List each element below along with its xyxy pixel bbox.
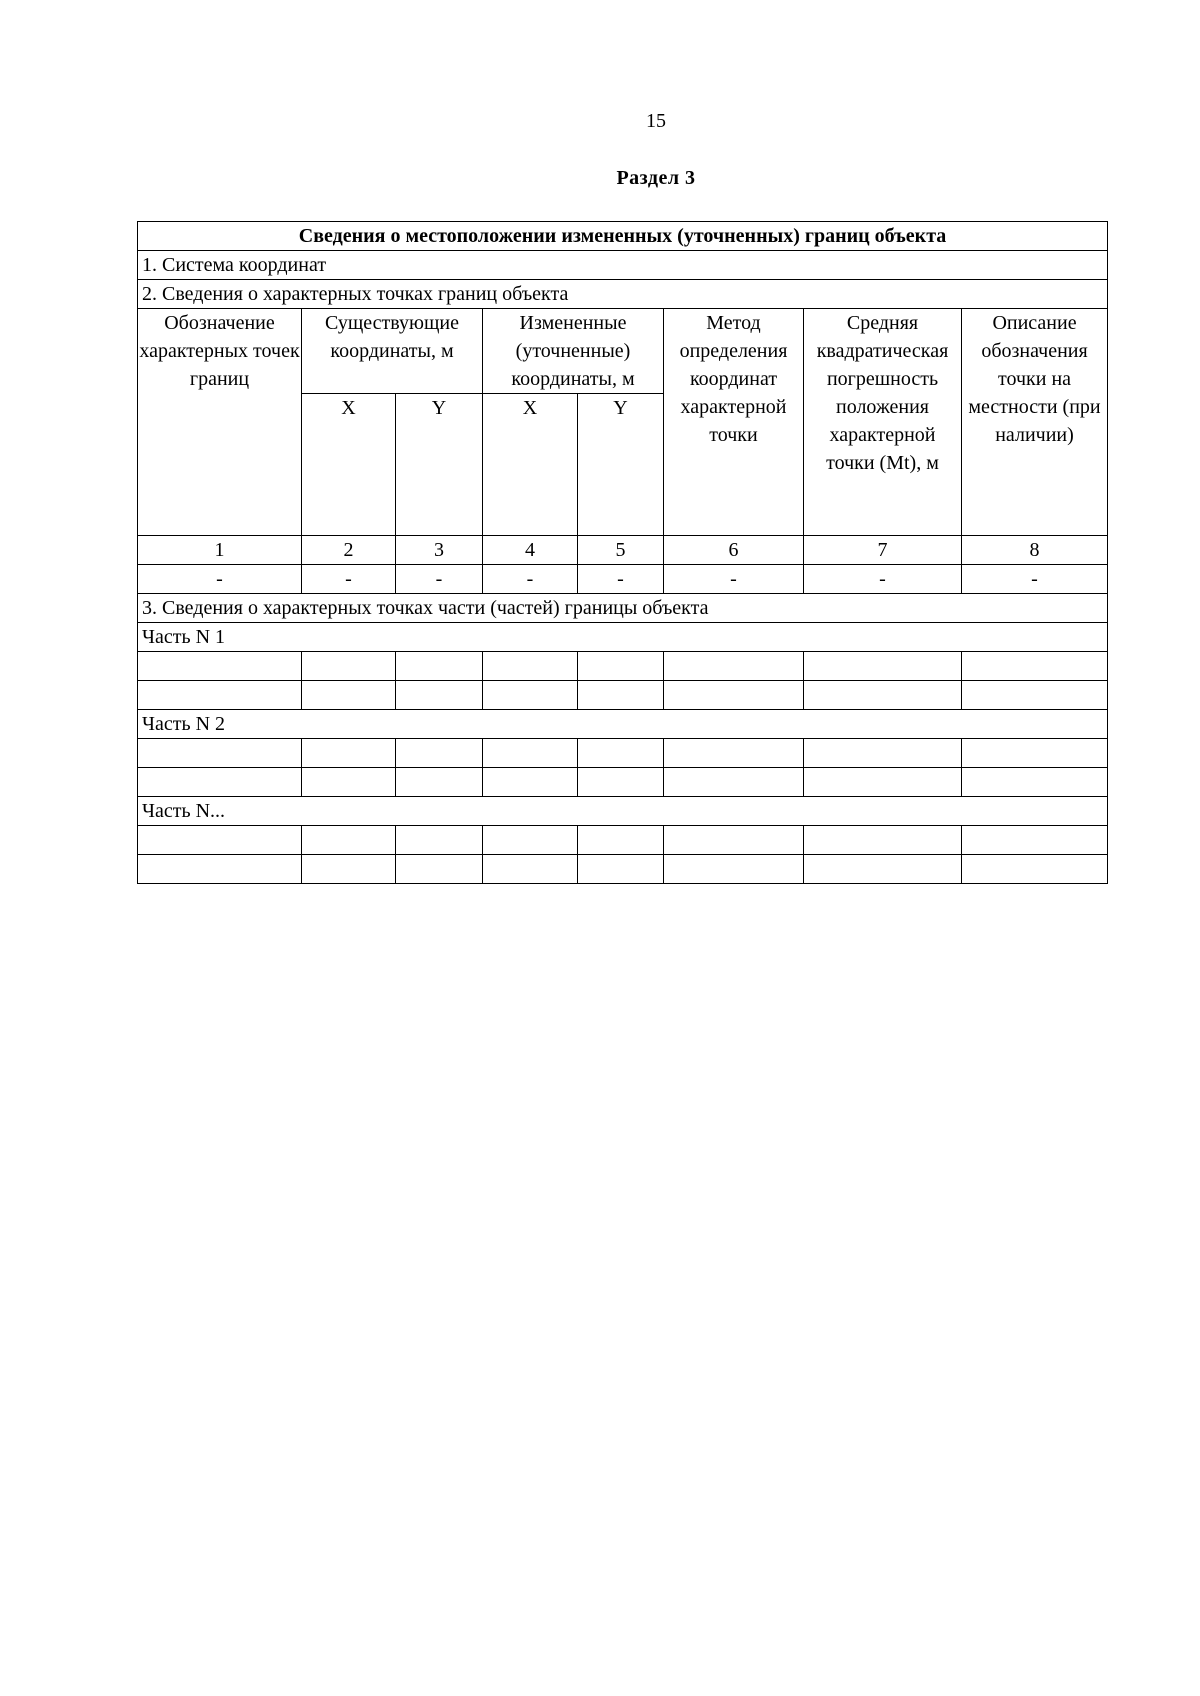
part-label: Часть N 2: [138, 710, 1108, 739]
empty-cell: [302, 652, 396, 681]
dash-cell: -: [962, 565, 1108, 594]
empty-cell: [962, 681, 1108, 710]
empty-cell: [962, 652, 1108, 681]
empty-cell: [483, 768, 578, 797]
table-title: Сведения о местоположении измененных (уточненных) границ объекта: [138, 222, 1108, 251]
empty-cell: [138, 855, 302, 884]
empty-cell: [804, 652, 962, 681]
dash-cell: -: [138, 565, 302, 594]
header-changed-coordinates: Измененные (уточненные) координаты, м: [483, 309, 664, 394]
column-number-row: [138, 536, 1108, 565]
empty-cell: [664, 826, 804, 855]
header-point-description: Описание обозначения точки на местности (при наличии): [962, 309, 1108, 536]
empty-cell: [396, 855, 483, 884]
empty-cell: [302, 855, 396, 884]
empty-cell: [483, 652, 578, 681]
dash-cell: -: [483, 565, 578, 594]
row-characteristic-points: 2. Сведения о характерных точках границ объекта: [138, 280, 1108, 309]
header-method: Метод определения координат характерной точки: [664, 309, 804, 536]
page-number: 15: [646, 110, 666, 132]
empty-cell: [138, 681, 302, 710]
empty-cell: [664, 739, 804, 768]
column-number: 5: [578, 536, 664, 565]
empty-cell: [664, 768, 804, 797]
empty-cell: [962, 855, 1108, 884]
dash-cell: -: [664, 565, 804, 594]
dash-cell: -: [302, 565, 396, 594]
empty-cell: [396, 768, 483, 797]
row-coordinate-system: 1. Система координат: [138, 251, 1108, 280]
empty-cell: [664, 681, 804, 710]
empty-cell: [483, 681, 578, 710]
header-x-changed: X: [483, 394, 578, 536]
section-title: Раздел 3: [616, 167, 696, 189]
header-existing-coordinates: Существующие координаты, м: [302, 309, 483, 394]
dash-cell: -: [804, 565, 962, 594]
column-number: 6: [664, 536, 804, 565]
table-row: [138, 826, 1108, 855]
column-number: 7: [804, 536, 962, 565]
empty-cell: [302, 681, 396, 710]
empty-cell: [962, 826, 1108, 855]
table-row: [138, 768, 1108, 797]
header-y-changed: Y: [578, 394, 664, 536]
empty-cell: [804, 739, 962, 768]
empty-cell: [962, 739, 1108, 768]
column-number: 3: [396, 536, 483, 565]
empty-cell: [578, 826, 664, 855]
empty-cell: [396, 652, 483, 681]
empty-cell: [302, 826, 396, 855]
empty-cell: [664, 652, 804, 681]
empty-cell: [578, 681, 664, 710]
table-row: [138, 855, 1108, 884]
column-number: 8: [962, 536, 1108, 565]
part-label: Часть N 1: [138, 623, 1108, 652]
empty-cell: [578, 768, 664, 797]
column-number: 1: [138, 536, 302, 565]
empty-cell: [664, 855, 804, 884]
header-x-existing: X: [302, 394, 396, 536]
empty-cell: [483, 855, 578, 884]
table-row: [138, 681, 1108, 710]
empty-cell: [483, 739, 578, 768]
empty-cell: [138, 739, 302, 768]
empty-cell: [804, 768, 962, 797]
boundary-table: [137, 221, 1108, 884]
table-row: [138, 739, 1108, 768]
empty-cell: [396, 826, 483, 855]
empty-cell: [396, 739, 483, 768]
empty-cell: [962, 768, 1108, 797]
column-number: 2: [302, 536, 396, 565]
empty-cell: [804, 855, 962, 884]
header-mean-square-error: Средняя квадратическая погрешность положения характерной точки (Mt), м: [804, 309, 962, 536]
empty-cell: [138, 826, 302, 855]
header-point-designation: Обозначение характерных точек границ: [138, 309, 302, 536]
dash-cell: -: [578, 565, 664, 594]
empty-cell: [804, 681, 962, 710]
header-y-existing: Y: [396, 394, 483, 536]
table-row: [138, 652, 1108, 681]
dash-row: [138, 565, 1108, 594]
empty-cell: [138, 768, 302, 797]
dash-cell: -: [396, 565, 483, 594]
empty-cell: [138, 652, 302, 681]
empty-cell: [396, 681, 483, 710]
row-part-points: 3. Сведения о характерных точках части (частей) границы объекта: [138, 594, 1108, 623]
empty-cell: [302, 768, 396, 797]
empty-cell: [578, 652, 664, 681]
empty-cell: [483, 826, 578, 855]
empty-cell: [804, 826, 962, 855]
empty-cell: [302, 739, 396, 768]
empty-cell: [578, 855, 664, 884]
column-number: 4: [483, 536, 578, 565]
empty-cell: [578, 739, 664, 768]
part-label: Часть N...: [138, 797, 1108, 826]
